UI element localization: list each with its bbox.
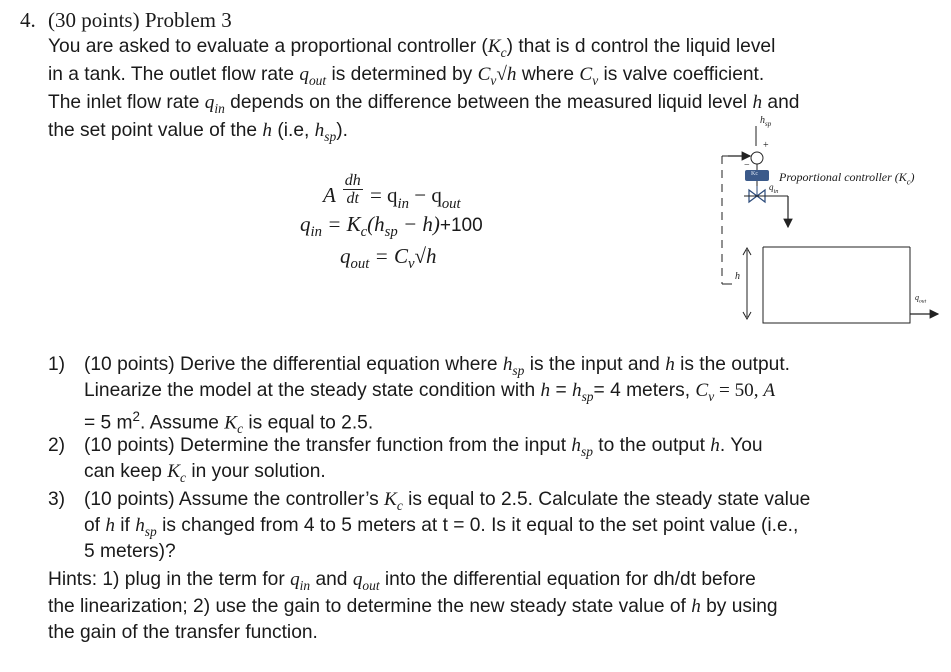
summing-junction [751,152,763,164]
intro-line-2: in a tank. The outlet flow rate $q_{out}$ is determined by $C_v√h$ where $C_v$ is valve coefficient. [48,64,765,88]
controller-label: Proportional controller $(K_c)$ [779,170,915,187]
question-3-number: 3) [48,489,66,510]
question-1-line-2: Linearize the model at the steady state condition with $h = h_{sp}= 4$ meters, $C_v = 50$, A [84,380,776,404]
question-3-line-2: of h if $h_{sp}$ is changed from 4 to 5 meters at t = 0. Is it equal to the set point value (i.e., [84,515,799,539]
question-1-line-1: (10 points) Derive the differential equation where $h_{sp}$ is the input and h is the output. [84,354,790,378]
question-2-line-1: (10 points) Determine the transfer function from the input $h_{sp}$ to the output h. You [84,435,763,459]
intro-line-4: the set point value of the h (i.e, $h_{sp}$). [48,120,348,144]
hints-line-2: the linearization; 2) use the gain to determine the new steady state value of h by using [48,596,778,617]
fraction-numerator: dh [344,172,361,189]
plus-label: + [763,140,769,151]
question-3-line-1: (10 points) Assume the controller’s $K_c$ is equal to 2.5. Calculate the steady state value [84,489,811,513]
equation-1: A $\frac{dh}{dt}$ = $q_{in} - q_{out}$ [323,172,461,212]
controller-box-text: Kc [751,171,758,177]
hsp-label: $h_{sp}$ [760,115,772,128]
equation-2: $q_{in} = K_c(h_{sp} - h)+100$ [300,212,483,241]
hints-line-3: the gain of the transfer function. [48,622,318,643]
qout-label: $q_{out}$ [915,293,927,305]
question-2-number: 2) [48,435,66,456]
question-1-line-3: = 5 $m^2$. Assume $K_c$ is equal to 2.5. [84,409,374,437]
h-label: h [735,271,740,282]
question-3-line-3: 5 meters)? [84,541,176,562]
tank-diagram [700,112,945,327]
tank-wall [763,247,910,323]
intro-line-3: The inlet flow rate $q_{in}$ depends on the difference between the measured liquid level h and [48,92,800,116]
question-2-line-2: can keep $K_c$ in your solution. [84,461,326,485]
qin-label: $q_{in}$ [769,182,779,195]
problem-number: 4. [20,8,36,32]
problem-title: (30 points) Problem 3 [48,8,232,32]
question-1-number: 1) [48,354,66,375]
hints-line-1: Hints: 1) plug in the term for $q_{in}$ and $q_{out}$ into the differential equation for dh/dt before [48,569,756,593]
equation-3: $q_{out} = C_v√h$ [340,244,437,273]
fraction-denominator: dt [346,190,359,207]
minus-label: − [744,160,750,171]
intro-line-1: You are asked to evaluate a proportional controller $(K_c)$ that is d control the liquid level [48,36,776,60]
